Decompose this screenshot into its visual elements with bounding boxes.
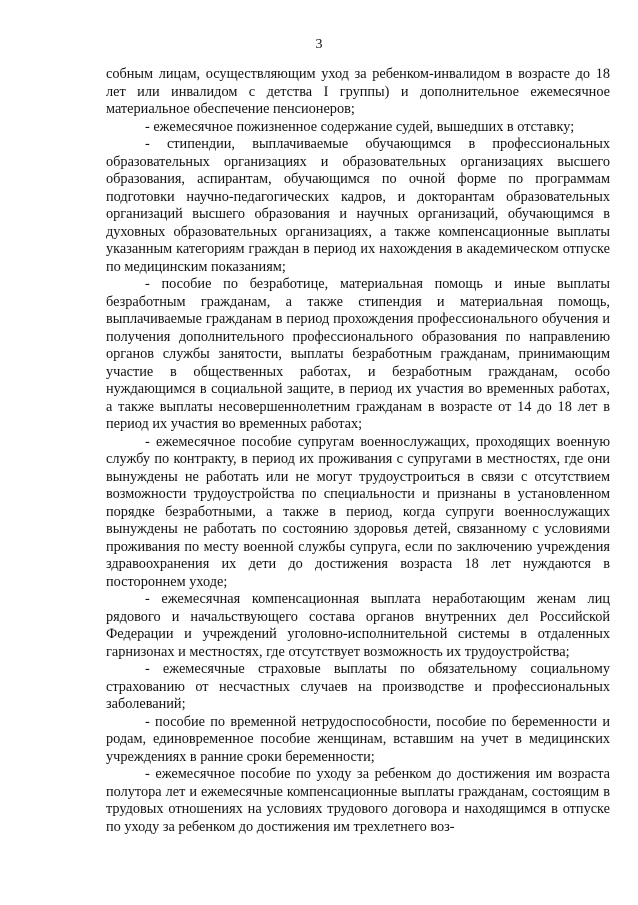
page-number: 3: [315, 37, 323, 52]
paragraph-stipends: - стипендии, выплачиваемые обучающимся в профессиональных образовательных организациях и образовательных организациях высшего образования, аспирантам, обучающимся по очной форме по программам подготовки научно-педагогических кадров, и докторантам образовательных организаций высшего образования и научных организаций, обучающимся в духовных образовательных организациях, а также компенсационные выплаты указанным категориям граждан в период их нахождения в академическом отпуске по медицинским показаниям;: [106, 136, 610, 275]
paragraph-judges-allowance: - ежемесячное пожизненное содержание судей, вышедших в отставку;: [145, 118, 575, 135]
paragraph-sickness-maternity: - пособие по временной нетрудоспособности, пособие по беременности и родам, единовременное пособие женщинам, вставшим на учет в медицинских учреждениях в ранние сроки беременности;: [106, 713, 610, 765]
paragraph-military-spouses: - ежемесячное пособие супругам военнослужащих, проходящих военную службу по контракту, в период их проживания с супругами в местностях, где они вынуждены не работать или не могут трудоустроиться в связи с отсутствием возможности трудоустройства по специальности и признаны в установленном порядке безработными, а также в период, когда супруги военнослужащих вынуждены не работать по состоянию здоровья детей, связанному с условиями проживания по месту военной службы супруга, если по заключению учреждения здравоохранения их дети до достижения возраста 18 лет нуждаются в постороннем уходе;: [106, 433, 610, 590]
paragraph-police-wives-compensation: - ежемесячная компенсационная выплата неработающим женам лиц рядового и начальствующего состава органов внутренних дел Российской Федерации и учреждений уголовно-исполнительной системы в отдаленных гарнизонах и местностях, где отсутствует возможность их трудоустройства;: [106, 591, 610, 660]
paragraph-continuation: собным лицам, осуществляющим уход за ребенком-инвалидом в возрасте до 18 лет или инвалидом с детства I группы) и дополнительное ежемесячное материальное обеспечение пенсионеров;: [106, 66, 610, 117]
paragraph-insurance-payments: - ежемесячные страховые выплаты по обязательному социальному страхованию от несчастных случаев на производстве и профессиональных заболеваний;: [106, 661, 610, 712]
paragraph-unemployment-benefit: - пособие по безработице, материальная помощь и иные выплаты безработным гражданам, а также стипендия и материальная помощь, выплачиваемые гражданам в период прохождения профессионального обучения и получения дополнительного профессионального образования по направлению органов службы занятости, выплаты безработным гражданам, принимающим участие в общественных работах, и безработным гражданам, особо нуждающимся в социальной защите, в период их участия во временных работах, а также выплаты несовершеннолетним гражданам в возрасте от 14 до 18 лет в период их участия во временных работах;: [106, 276, 610, 432]
document-body: [106, 66, 610, 836]
paragraph-childcare-allowance: - ежемесячное пособие по уходу за ребенком до достижения им возраста полутора лет и ежемесячные компенсационные выплаты гражданам, состоящим в трудовых отношениях на условиях трудового договора и находящимся в отпуске по уходу за ребенком до достижения им трехлетнего воз-: [106, 766, 610, 835]
